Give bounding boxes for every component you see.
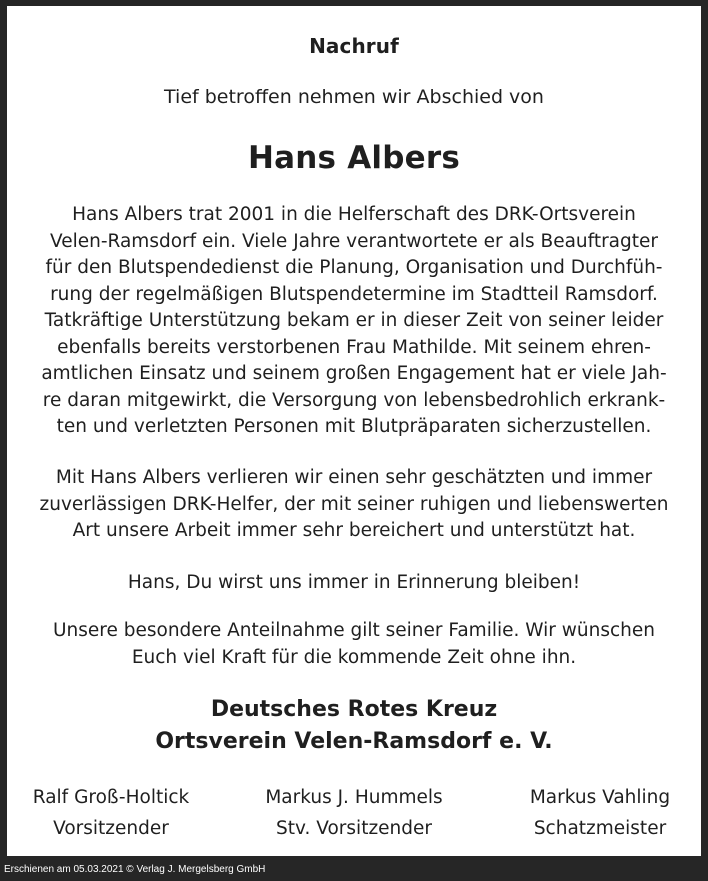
paragraph-line: amtlichen Einsatz und seinem großen Engagement hat er viele Jah- xyxy=(41,363,667,384)
signer-role: Schatzmeister xyxy=(533,818,667,839)
signer-role: Stv. Vorsitzender xyxy=(276,818,432,839)
signer-2 xyxy=(244,782,464,844)
obituary-paper xyxy=(7,6,701,856)
paragraph-line: ebenfalls bereits verstorbenen Frau Mathilde. Mit seinem ehren- xyxy=(57,336,651,358)
signers-row xyxy=(7,782,701,840)
paragraph-3 xyxy=(37,570,671,597)
paragraph-line: Unsere besondere Anteilnahme gilt seiner Familie. Wir wünschen xyxy=(52,620,656,641)
paragraph-line: Hans, Du wirst uns immer in Erinnerung bleiben! xyxy=(127,572,581,593)
signer-1 xyxy=(1,782,221,844)
paragraph-4 xyxy=(37,618,671,671)
signer-name: Markus J. Hummels xyxy=(265,787,443,808)
signer-name: Ralf Groß-Holtick xyxy=(32,787,190,808)
paragraph-1 xyxy=(37,202,671,441)
paragraph-line: re daran mitgewirkt, die Versorgung von lebensbedrohlich erkrank- xyxy=(42,389,666,411)
heading: Nachruf xyxy=(309,34,399,58)
organization-line-2: Ortsverein Velen-Ramsdorf e. V. xyxy=(155,729,553,754)
organization-block xyxy=(7,694,701,758)
paragraph-line: Velen-Ramsdorf ein. Viele Jahre verantwortete er als Beauftragter xyxy=(49,230,659,252)
signer-name: Markus Vahling xyxy=(529,787,671,808)
deceased-name: Hans Albers xyxy=(248,140,460,176)
organization-line-1: Deutsches Rotes Kreuz xyxy=(210,697,498,722)
paragraph-line: rung der regelmäßigen Blutspendetermine im Stadtteil Ramsdorf. xyxy=(50,283,658,305)
paragraph-line: Hans Albers trat 2001 in die Helferschaft des DRK-Ortsverein xyxy=(72,204,636,225)
signer-3 xyxy=(490,782,708,844)
paragraph-line: ten und verletzten Personen mit Blutpräparaten sicherzustellen. xyxy=(56,416,652,437)
paragraph-line: Mit Hans Albers verlieren wir einen sehr geschätzten und immer xyxy=(55,467,653,488)
publication-footer: Erschienen am 05.03.2021 © Verlag J. Mergelsberg GmbH xyxy=(4,864,266,875)
paragraph-line: für den Blutspendedienst die Planung, Organisation und Durchfüh- xyxy=(45,257,663,278)
signer-role: Vorsitzender xyxy=(53,818,169,839)
paragraph-line: Euch viel Kraft für die kommende Zeit ohne ihn. xyxy=(131,646,577,668)
paragraph-line: zuverlässigen DRK-Helfer, der mit seiner ruhigen und liebenswerten xyxy=(39,493,669,515)
paragraph-line: Tatkräftige Unterstützung bekam er in dieser Zeit von seiner leider xyxy=(44,310,664,331)
intro-text: Tief betroffen nehmen wir Abschied von xyxy=(164,86,544,108)
paragraph-2 xyxy=(37,465,671,545)
paragraph-line: Art unsere Arbeit immer sehr bereichert und unterstützt hat. xyxy=(72,520,636,541)
